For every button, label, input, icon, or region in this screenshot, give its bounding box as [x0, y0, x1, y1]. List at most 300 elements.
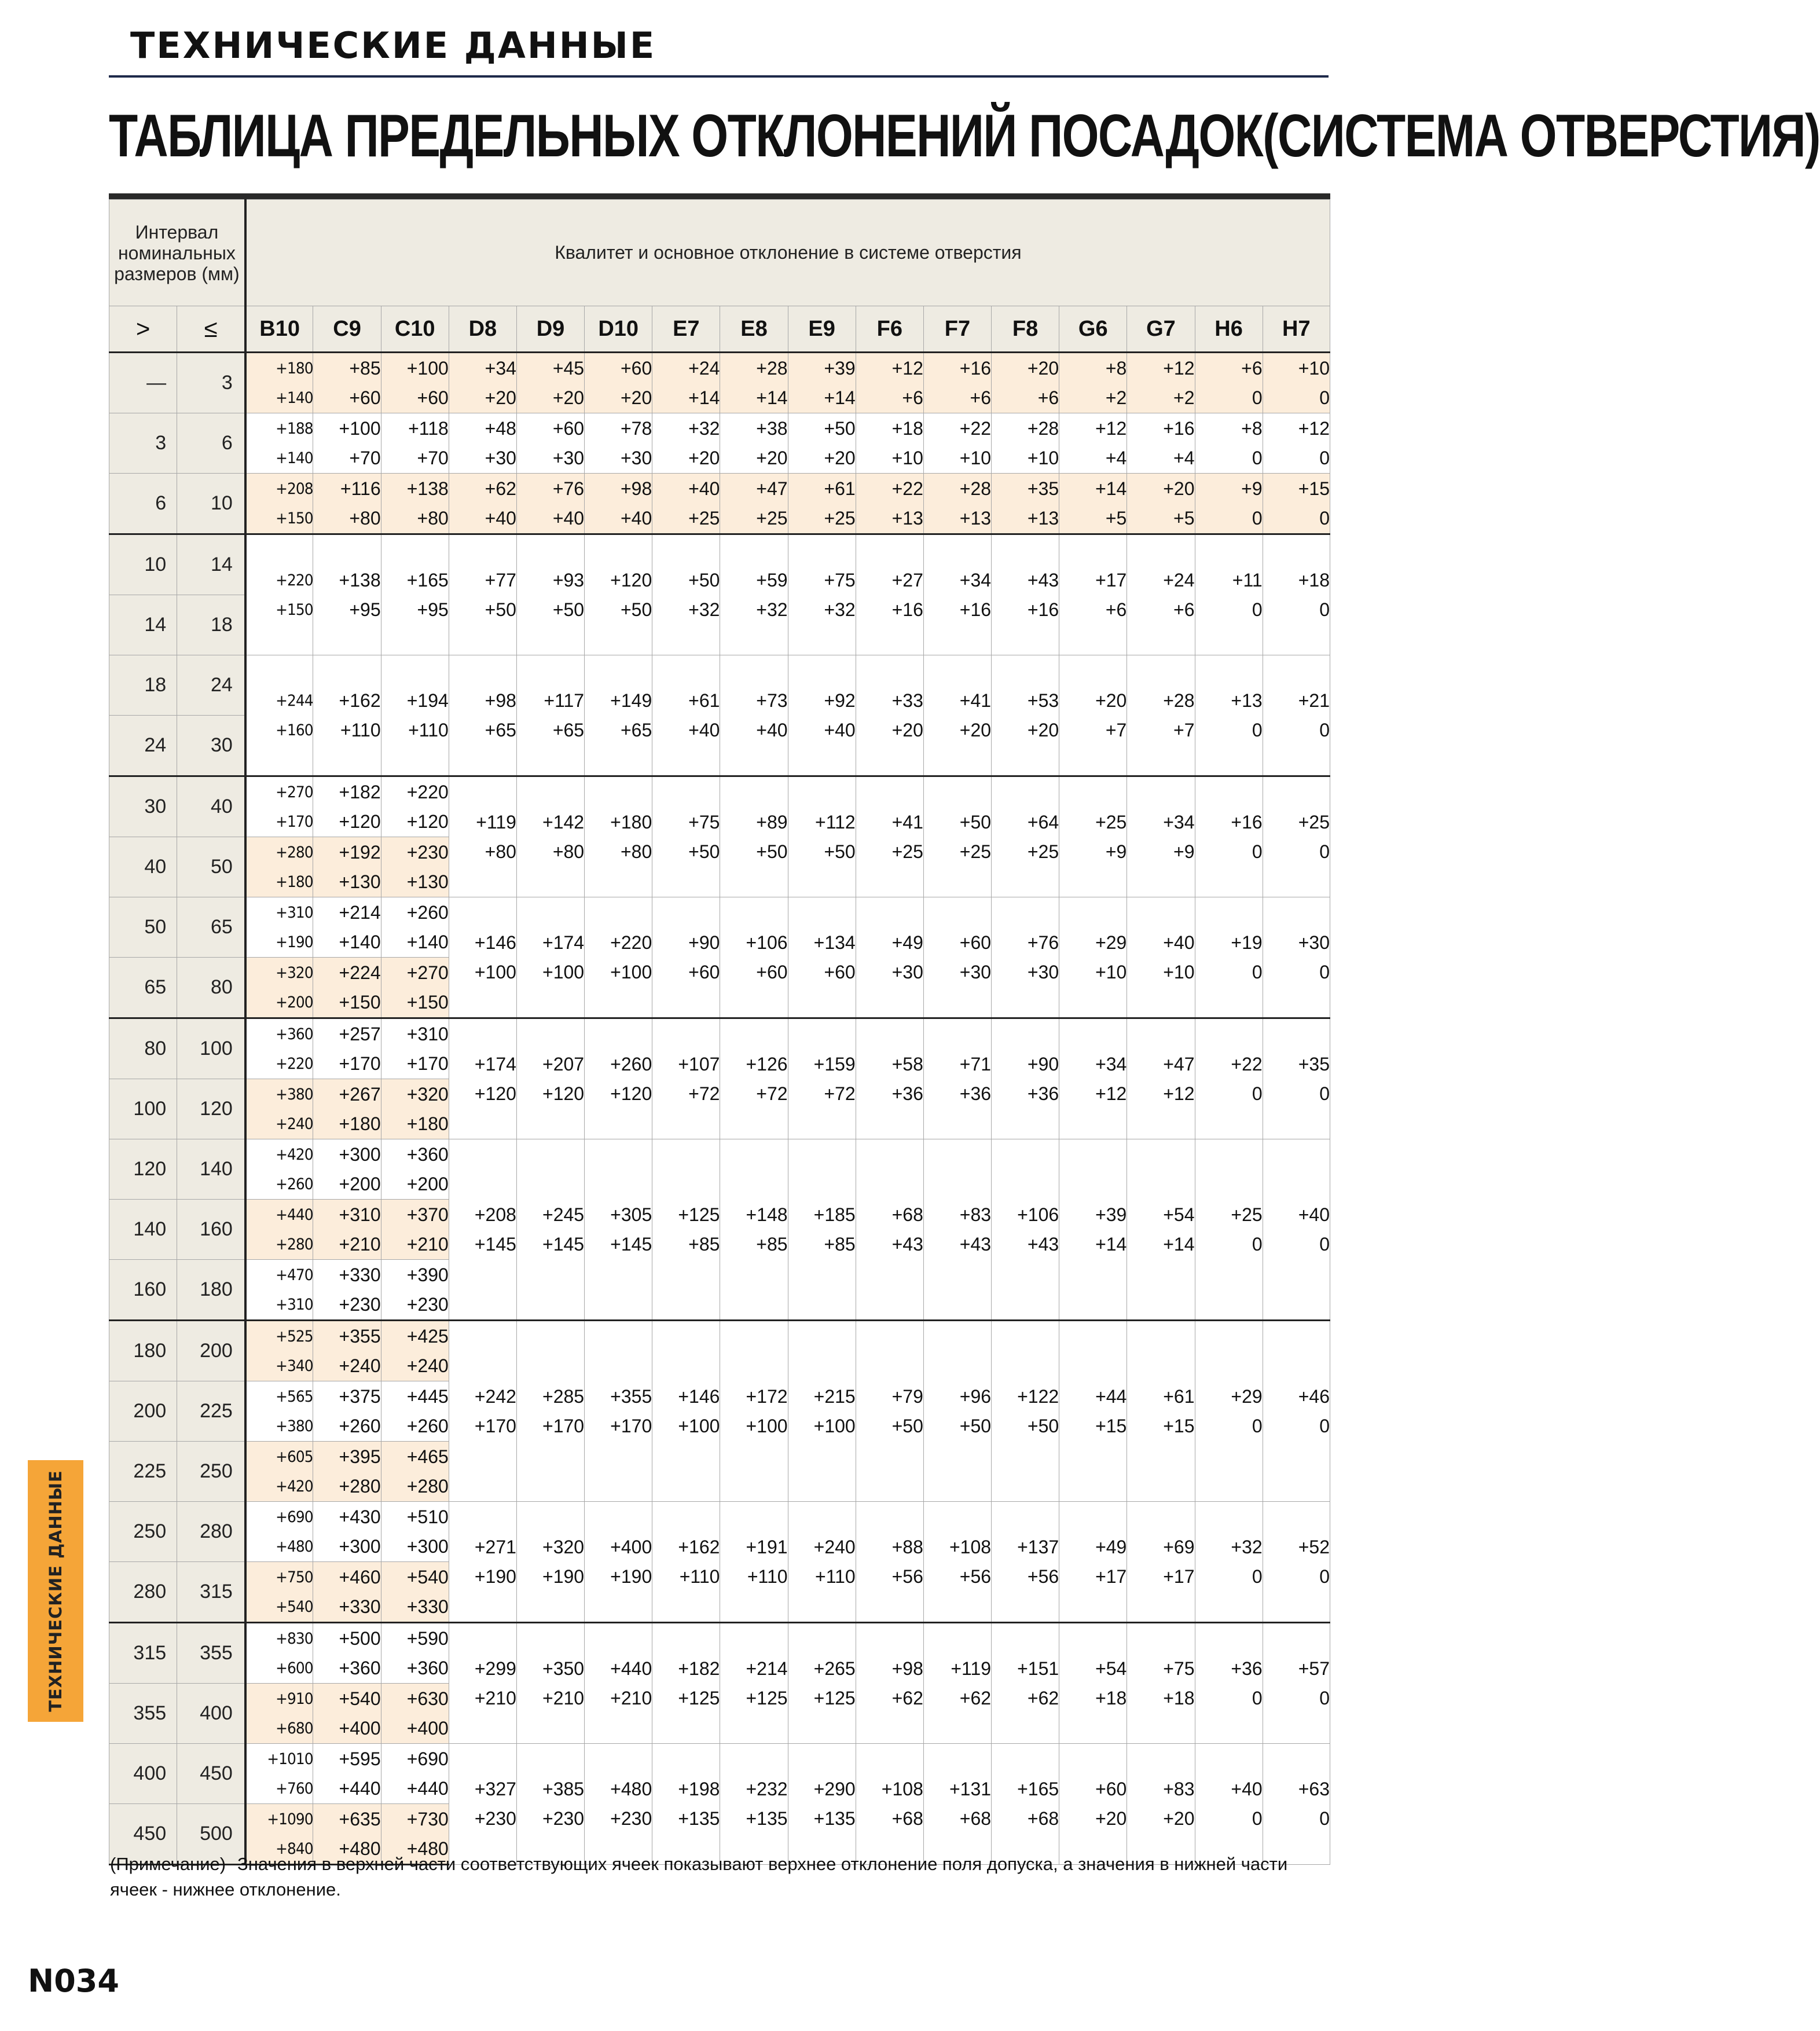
lower-deviation: +100 — [746, 1415, 788, 1436]
deviation-cell — [720, 1139, 788, 1321]
lower-deviation: +440 — [339, 1777, 381, 1799]
deviation-cell — [245, 655, 313, 776]
deviation-cell — [992, 1321, 1059, 1502]
upper-deviation: +78 — [620, 417, 652, 439]
deviation-cell — [449, 534, 516, 655]
deviation-cell — [788, 1502, 856, 1623]
lower-deviation: +180 — [275, 872, 313, 891]
upper-deviation: +635 — [339, 1808, 381, 1830]
deviation-cell — [1127, 897, 1195, 1018]
deviation-cell — [720, 1744, 788, 1865]
upper-deviation: +19 — [1231, 932, 1263, 953]
upper-deviation: +630 — [406, 1688, 449, 1709]
lower-deviation: +170 — [275, 812, 313, 831]
lower-deviation: +25 — [756, 507, 788, 529]
lower-deviation: +25 — [959, 841, 992, 862]
upper-deviation: +126 — [746, 1053, 788, 1075]
lower-deviation: +120 — [610, 1083, 652, 1104]
lower-deviation: +40 — [552, 507, 585, 529]
lower-deviation: +200 — [275, 993, 313, 1011]
deviation-cell — [1127, 474, 1195, 534]
upper-deviation: +120 — [610, 569, 652, 591]
column-header-c9: C9 — [313, 306, 381, 353]
upper-deviation: +60 — [959, 932, 992, 953]
deviation-cell — [652, 413, 720, 474]
lower-deviation: 0 — [1319, 1687, 1330, 1709]
deviation-cell — [449, 1502, 516, 1623]
size-from: 6 — [109, 474, 177, 534]
le-header: ≤ — [177, 306, 245, 353]
upper-deviation: +69 — [1163, 1536, 1195, 1557]
upper-deviation: +540 — [406, 1566, 449, 1588]
upper-deviation: +510 — [406, 1506, 449, 1527]
deviation-cell — [1263, 1018, 1330, 1139]
column-header-d8: D8 — [449, 306, 516, 353]
upper-deviation: +89 — [756, 811, 788, 833]
deviation-cell — [381, 1321, 449, 1381]
lower-deviation: +60 — [824, 961, 856, 982]
upper-deviation: +75 — [688, 811, 720, 833]
upper-deviation: +267 — [339, 1083, 381, 1105]
section-side-tab — [28, 1460, 83, 1722]
lower-deviation: +5 — [1173, 507, 1195, 529]
deviation-cell — [1263, 1139, 1330, 1321]
upper-deviation: +25 — [1095, 811, 1127, 833]
lower-deviation: +6 — [1037, 387, 1059, 408]
footnote-label: (Примечание) — [110, 1854, 226, 1874]
lower-deviation: 0 — [1319, 719, 1330, 740]
upper-deviation: +96 — [959, 1385, 992, 1407]
title-divider — [109, 75, 1329, 78]
lower-deviation: +20 — [1095, 1808, 1127, 1829]
upper-deviation: +159 — [813, 1053, 856, 1075]
upper-deviation: +180 — [610, 811, 652, 833]
upper-deviation: +119 — [476, 811, 516, 833]
deviation-cell — [1195, 1623, 1263, 1744]
deviation-cell — [720, 897, 788, 1018]
table-row — [109, 1502, 1330, 1562]
deviation-cell — [923, 776, 991, 897]
lower-deviation: +150 — [406, 991, 449, 1013]
upper-deviation: +194 — [406, 690, 449, 711]
deviation-cell — [313, 1381, 381, 1442]
deviation-cell — [1127, 1502, 1195, 1623]
upper-deviation: +90 — [688, 932, 720, 953]
upper-deviation: +208 — [474, 1204, 516, 1225]
upper-deviation: +11 — [1232, 569, 1263, 591]
deviation-cell — [788, 413, 856, 474]
deviation-cell — [992, 897, 1059, 1018]
deviation-cell — [516, 534, 584, 655]
deviation-cell — [516, 897, 584, 1018]
deviation-cell — [1127, 353, 1195, 413]
deviation-cell — [788, 534, 856, 655]
deviation-cell — [585, 353, 652, 413]
lower-deviation: +100 — [542, 961, 585, 982]
lower-deviation: +72 — [688, 1083, 720, 1104]
upper-deviation: +285 — [542, 1385, 585, 1407]
lower-deviation: +210 — [542, 1687, 585, 1709]
deviation-cell — [1059, 1623, 1127, 1744]
lower-deviation: +180 — [339, 1113, 381, 1134]
upper-deviation: +88 — [891, 1536, 923, 1557]
size-from: 160 — [109, 1260, 177, 1321]
lower-deviation: +30 — [620, 447, 652, 468]
lower-deviation: 0 — [1252, 1566, 1263, 1587]
upper-deviation: +112 — [815, 811, 856, 833]
deviation-cell — [449, 776, 516, 897]
side-tab-label: ТЕХНИЧЕСКИЕ ДАННЫЕ — [46, 1470, 65, 1712]
upper-deviation: +33 — [891, 690, 923, 711]
deviation-cell — [381, 837, 449, 897]
lower-deviation: +135 — [813, 1808, 856, 1829]
upper-deviation: +310 — [339, 1204, 381, 1225]
upper-deviation: +73 — [756, 690, 788, 711]
lower-deviation: +190 — [474, 1566, 516, 1587]
upper-deviation: +50 — [688, 569, 720, 591]
upper-deviation: +40 — [688, 478, 720, 499]
deviation-cell — [1195, 655, 1263, 776]
upper-deviation: +34 — [1095, 1053, 1127, 1075]
deviation-cell — [720, 353, 788, 413]
deviation-cell — [245, 1442, 313, 1502]
lower-deviation: +13 — [1027, 507, 1059, 529]
deviation-cell — [923, 655, 991, 776]
deviation-cell — [1127, 1623, 1195, 1744]
upper-deviation: +460 — [339, 1566, 381, 1588]
deviation-cell — [652, 1018, 720, 1139]
deviation-cell — [585, 1139, 652, 1321]
size-to: 250 — [177, 1442, 245, 1502]
upper-deviation: +24 — [1163, 569, 1195, 591]
upper-deviation: +191 — [746, 1536, 788, 1557]
table-row — [109, 655, 1330, 716]
upper-deviation: +355 — [610, 1385, 652, 1407]
deviation-cell — [313, 1442, 381, 1502]
upper-deviation: +208 — [275, 479, 313, 498]
lower-deviation: +10 — [1027, 447, 1059, 468]
deviation-cell — [788, 655, 856, 776]
size-to: 65 — [177, 897, 245, 958]
deviation-cell — [992, 776, 1059, 897]
lower-deviation: +50 — [824, 841, 856, 862]
size-from: 450 — [109, 1804, 177, 1865]
lower-deviation: 0 — [1252, 1687, 1263, 1709]
lower-deviation: +50 — [756, 841, 788, 862]
deviation-cell — [992, 655, 1059, 776]
upper-deviation: +138 — [406, 478, 449, 499]
column-header-f6: F6 — [856, 306, 923, 353]
lower-deviation: +50 — [552, 599, 585, 620]
lower-deviation: +5 — [1105, 507, 1127, 529]
column-header-row — [109, 306, 1330, 353]
deviation-cell — [313, 776, 381, 837]
column-header-e7: E7 — [652, 306, 720, 353]
deviation-cell — [1263, 1623, 1330, 1744]
upper-deviation: +92 — [824, 690, 856, 711]
upper-deviation: +730 — [406, 1808, 449, 1830]
upper-deviation: +32 — [688, 417, 720, 439]
lower-deviation: +65 — [485, 719, 516, 740]
upper-deviation: +44 — [1095, 1385, 1127, 1407]
upper-deviation: +240 — [813, 1536, 856, 1557]
column-header-d9: D9 — [516, 306, 584, 353]
upper-deviation: +50 — [824, 417, 856, 439]
deviation-cell — [652, 1139, 720, 1321]
upper-deviation: +46 — [1298, 1385, 1330, 1407]
lower-deviation: +20 — [485, 387, 516, 408]
upper-deviation: +49 — [1095, 1536, 1127, 1557]
lower-deviation: +9 — [1105, 841, 1127, 862]
upper-deviation: +12 — [1163, 357, 1195, 379]
size-to: 160 — [177, 1200, 245, 1260]
lower-deviation: +50 — [688, 841, 720, 862]
deviation-cell — [313, 1018, 381, 1079]
lower-deviation: +50 — [959, 1415, 992, 1436]
deviation-cell — [1059, 1502, 1127, 1623]
deviation-cell — [245, 534, 313, 655]
upper-deviation: +22 — [959, 417, 992, 439]
lower-deviation: +7 — [1173, 719, 1195, 740]
upper-deviation: +12 — [1095, 417, 1127, 439]
upper-deviation: +220 — [275, 571, 313, 589]
upper-deviation: +28 — [1163, 690, 1195, 711]
lower-deviation: +150 — [275, 509, 313, 527]
upper-deviation: +54 — [1163, 1204, 1195, 1225]
lower-deviation: +72 — [756, 1083, 788, 1104]
lower-deviation: +2 — [1105, 387, 1127, 408]
deviation-cell — [652, 1744, 720, 1865]
deviation-cell — [788, 353, 856, 413]
table-row — [109, 1744, 1330, 1804]
deviation-cell — [1127, 655, 1195, 776]
deviation-cell — [992, 1139, 1059, 1321]
column-header-d10: D10 — [585, 306, 652, 353]
lower-deviation: +280 — [275, 1235, 313, 1253]
deviation-cell — [245, 1018, 313, 1079]
upper-deviation: +48 — [485, 417, 516, 439]
deviation-cell — [652, 534, 720, 655]
lower-deviation: +100 — [678, 1415, 720, 1436]
deviation-cell — [788, 776, 856, 897]
lower-deviation: +120 — [406, 811, 449, 832]
upper-deviation: +68 — [891, 1204, 923, 1225]
deviation-cell — [856, 474, 923, 534]
deviation-cell — [1195, 776, 1263, 897]
lower-deviation: +170 — [339, 1053, 381, 1074]
lower-deviation: +16 — [1027, 599, 1059, 620]
lower-deviation: +125 — [678, 1687, 720, 1709]
deviation-cell — [923, 1502, 991, 1623]
upper-deviation: +62 — [485, 478, 516, 499]
lower-deviation: +18 — [1163, 1687, 1195, 1709]
deviation-cell — [381, 474, 449, 534]
upper-deviation: +390 — [406, 1264, 449, 1285]
deviation-cell — [856, 413, 923, 474]
lower-deviation: +10 — [891, 447, 923, 468]
deviation-cell — [585, 1744, 652, 1865]
deviation-cell — [245, 1684, 313, 1744]
lower-deviation: +85 — [824, 1233, 856, 1255]
deviation-cell — [1059, 1139, 1127, 1321]
column-header-f7: F7 — [923, 306, 991, 353]
deviation-cell — [1195, 534, 1263, 655]
deviation-cell — [1059, 1321, 1127, 1502]
lower-deviation: +170 — [542, 1415, 585, 1436]
upper-deviation: +138 — [339, 569, 381, 591]
upper-deviation: +290 — [813, 1779, 856, 1799]
upper-deviation: +440 — [275, 1205, 313, 1224]
upper-deviation: +265 — [813, 1658, 856, 1679]
upper-deviation: +108 — [881, 1779, 923, 1799]
upper-deviation: +29 — [1231, 1385, 1263, 1407]
deviation-cell — [720, 534, 788, 655]
lower-deviation: +20 — [824, 447, 856, 468]
deviation-cell — [652, 1502, 720, 1623]
upper-deviation: +540 — [339, 1688, 381, 1709]
deviation-cell — [449, 897, 516, 1018]
size-to: 355 — [177, 1623, 245, 1684]
deviation-cell — [856, 1139, 923, 1321]
upper-deviation: +257 — [339, 1023, 381, 1044]
lower-deviation: 0 — [1319, 1566, 1330, 1587]
upper-deviation: +162 — [339, 690, 381, 711]
deviation-cell — [516, 1321, 584, 1502]
deviation-cell — [992, 1744, 1059, 1865]
upper-deviation: +63 — [1298, 1779, 1330, 1799]
lower-deviation: +200 — [339, 1173, 381, 1194]
upper-deviation: +220 — [406, 781, 449, 802]
upper-deviation: +830 — [275, 1629, 313, 1648]
upper-deviation: +605 — [275, 1447, 313, 1466]
column-header-c10: C10 — [381, 306, 449, 353]
deviation-cell — [1059, 655, 1127, 776]
upper-deviation: +25 — [1298, 811, 1330, 833]
upper-deviation: +320 — [542, 1536, 585, 1557]
lower-deviation: +360 — [406, 1657, 449, 1678]
lower-deviation: +30 — [959, 961, 992, 982]
deviation-cell — [923, 1744, 991, 1865]
lower-deviation: +135 — [678, 1808, 720, 1829]
lower-deviation: +17 — [1163, 1566, 1195, 1587]
deviation-cell — [381, 1442, 449, 1502]
deviation-cell — [856, 1623, 923, 1744]
upper-deviation: +15 — [1298, 478, 1330, 499]
deviation-cell — [1263, 474, 1330, 534]
deviation-cell — [1127, 1018, 1195, 1139]
lower-deviation: +95 — [417, 599, 449, 620]
deviation-cell — [313, 413, 381, 474]
lower-deviation: +60 — [688, 961, 720, 982]
upper-deviation: +107 — [678, 1053, 720, 1075]
deviation-cell — [720, 1321, 788, 1502]
lower-deviation: +17 — [1095, 1566, 1127, 1587]
upper-deviation: +310 — [406, 1023, 449, 1044]
lower-deviation: +20 — [620, 387, 652, 408]
upper-deviation: +16 — [1231, 811, 1263, 833]
upper-deviation: +207 — [542, 1053, 585, 1075]
lower-deviation: +4 — [1105, 447, 1127, 468]
deviation-cell — [516, 474, 584, 534]
upper-deviation: +20 — [1027, 357, 1059, 379]
deviation-cell — [516, 1623, 584, 1744]
deviation-cell — [1263, 353, 1330, 413]
upper-deviation: +1090 — [267, 1810, 313, 1828]
lower-deviation: +190 — [610, 1566, 652, 1587]
lower-deviation: +260 — [339, 1415, 381, 1436]
lower-deviation: +145 — [542, 1233, 585, 1255]
lower-deviation: +120 — [542, 1083, 585, 1104]
upper-deviation: +16 — [959, 357, 992, 379]
deviation-cell — [992, 353, 1059, 413]
upper-deviation: +299 — [474, 1658, 516, 1679]
deviation-cell — [923, 1139, 991, 1321]
upper-deviation: +230 — [406, 841, 449, 863]
upper-deviation: +27 — [891, 569, 923, 591]
table-row — [109, 534, 1330, 595]
lower-deviation: +18 — [1095, 1687, 1127, 1709]
lower-deviation: +20 — [688, 447, 720, 468]
upper-deviation: +165 — [406, 569, 449, 591]
size-from: 40 — [109, 837, 177, 897]
deviation-cell — [313, 1321, 381, 1381]
deviation-cell — [381, 897, 449, 958]
lower-deviation: +30 — [1027, 961, 1059, 982]
upper-deviation: +370 — [406, 1204, 449, 1225]
lower-deviation: +6 — [970, 387, 992, 408]
upper-deviation: +9 — [1241, 478, 1263, 499]
deviation-cell — [1127, 1139, 1195, 1321]
lower-deviation: +170 — [406, 1053, 449, 1074]
upper-deviation: +198 — [678, 1779, 720, 1799]
lower-deviation: 0 — [1252, 447, 1263, 468]
table-row — [109, 413, 1330, 474]
lower-deviation: 0 — [1319, 447, 1330, 468]
lower-deviation: +36 — [1027, 1083, 1059, 1104]
table-row — [109, 776, 1330, 837]
deviation-cell — [449, 413, 516, 474]
deviation-cell — [449, 1623, 516, 1744]
lower-deviation: +30 — [891, 961, 923, 982]
lower-deviation: +760 — [275, 1779, 313, 1798]
upper-deviation: +174 — [474, 1053, 516, 1075]
deviation-cell — [449, 474, 516, 534]
deviation-cell — [652, 897, 720, 1018]
lower-deviation: +80 — [349, 507, 381, 529]
lower-deviation: +210 — [610, 1687, 652, 1709]
lower-deviation: +25 — [1027, 841, 1059, 862]
lower-deviation: +300 — [406, 1535, 449, 1557]
deviation-cell — [245, 1321, 313, 1381]
size-to: 500 — [177, 1804, 245, 1865]
lower-deviation: +480 — [406, 1838, 449, 1859]
lower-deviation: +170 — [474, 1415, 516, 1436]
page-title: ТАБЛИЦА ПРЕДЕЛЬНЫХ ОТКЛОНЕНИЙ ПОСАДОК(СИСТЕМА ОТВЕРСТИЯ) — [109, 102, 1820, 170]
lower-deviation: +32 — [824, 599, 856, 620]
lower-deviation: +140 — [275, 449, 313, 467]
deviation-cell — [720, 1623, 788, 1744]
deviation-cell — [992, 413, 1059, 474]
upper-deviation: +400 — [610, 1536, 652, 1557]
deviation-cell — [245, 1139, 313, 1200]
size-from: 3 — [109, 413, 177, 474]
upper-deviation: +28 — [756, 357, 788, 379]
upper-deviation: +40 — [1163, 932, 1195, 953]
size-to: 24 — [177, 655, 245, 716]
lower-deviation: +360 — [339, 1657, 381, 1678]
upper-deviation: +34 — [485, 357, 516, 379]
footnote-text: Значения в верхней части соответствующих ячеек показывают верхнее отклонение поля допуска, а значения в нижней части ячеек - нижнее отклонение. — [110, 1854, 1288, 1900]
